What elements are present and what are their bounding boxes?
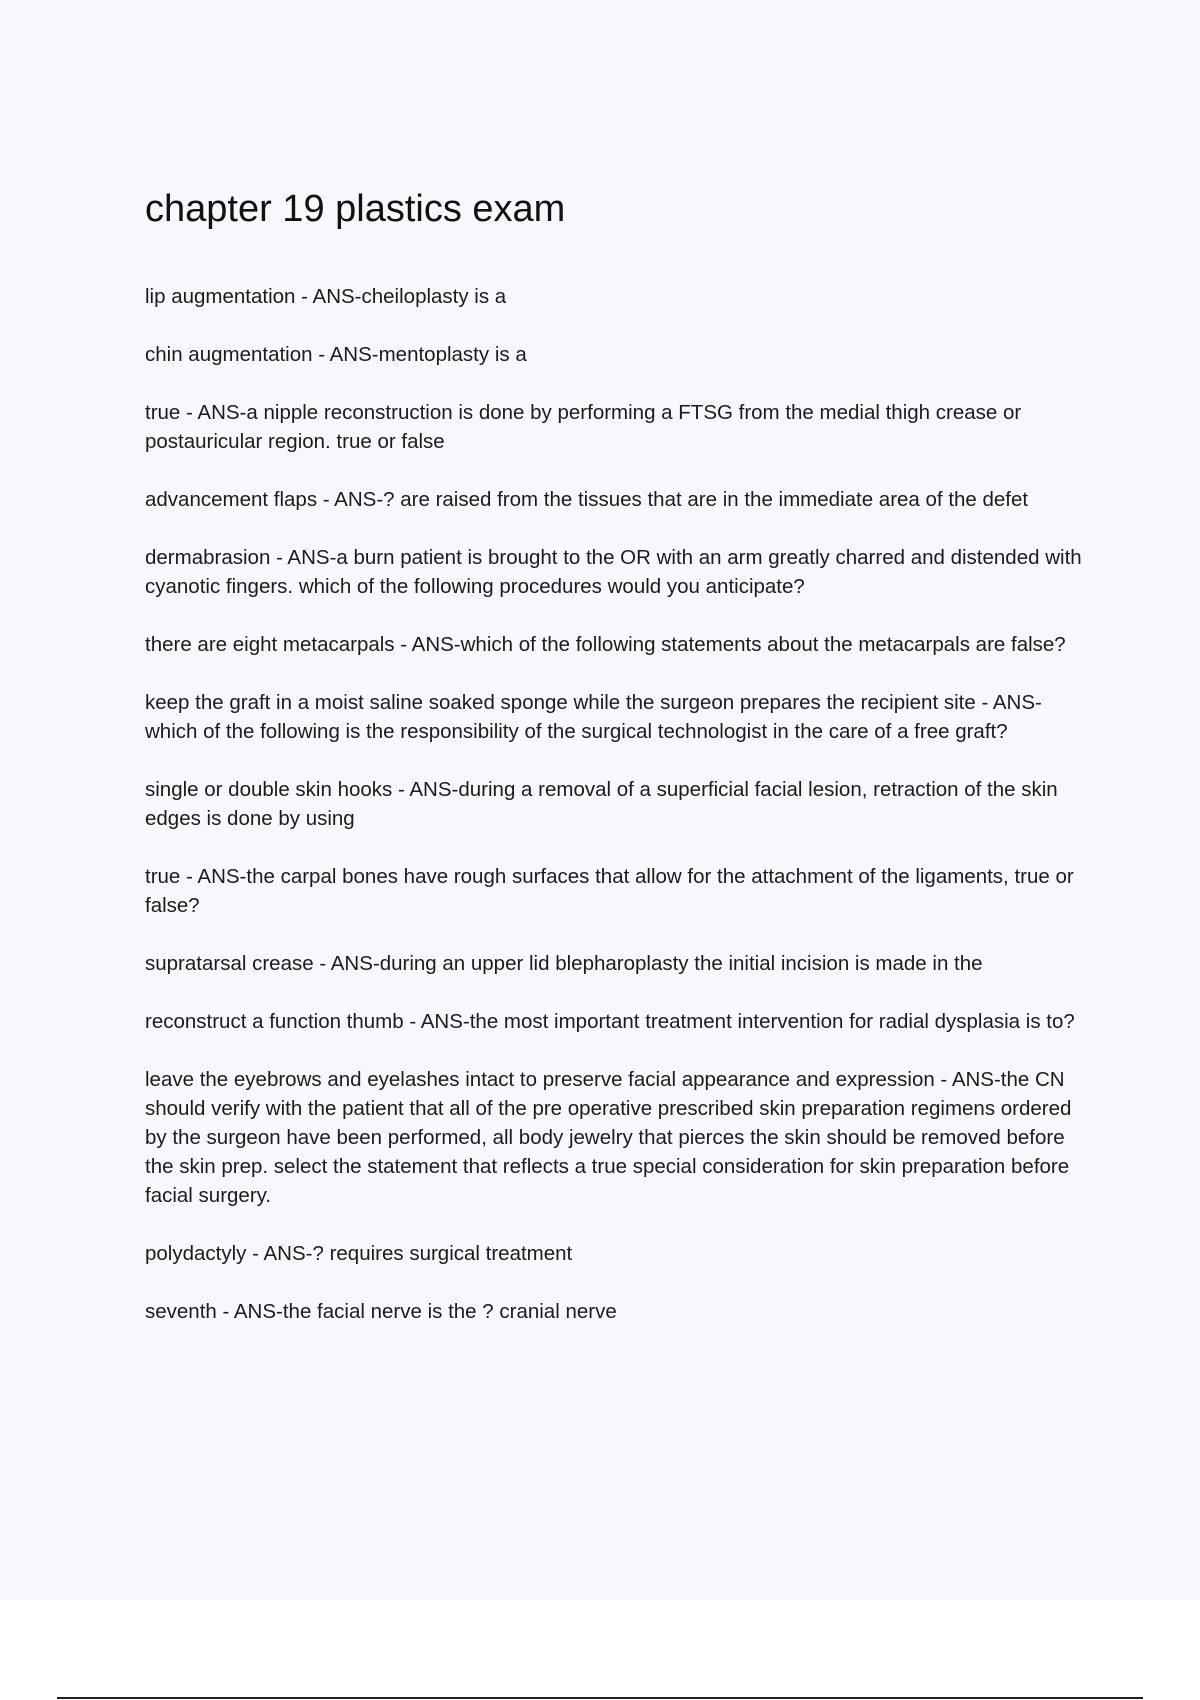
- document-content: [145, 183, 1090, 1355]
- qa-item-5: dermabrasion - ANS-a burn patient is brought to the OR with an arm greatly charred and distended with cyanotic fingers. which of the following procedures would you anticipate?: [145, 546, 1082, 598]
- qa-item-7: keep the graft in a moist saline soaked sponge while the surgeon prepares the recipient site - ANS-which of the following is the responsibility of the surgical technologist in the care of a free graft?: [145, 691, 1042, 743]
- qa-item-12: leave the eyebrows and eyelashes intact to preserve facial appearance and expression - ANS-the CN should verify with the patient that all of the pre operative prescribed skin preparation regimens ordered by the surgeon have been performed, all body jewelry that pierces the skin should be removed before the skin prep. select the statement that reflects a true special consideration for skin preparation before facial surgery.: [145, 1068, 1072, 1207]
- qa-item-10: supratarsal crease - ANS-during an upper lid blepharoplasty the initial incision is made in the: [145, 952, 983, 975]
- qa-item-2: chin augmentation - ANS-mentoplasty is a: [145, 343, 527, 366]
- page-title: chapter 19 plastics exam: [145, 188, 566, 230]
- qa-item-6: there are eight metacarpals - ANS-which of the following statements about the metacarpals are false?: [145, 633, 1066, 656]
- qa-item-13: polydactyly - ANS-? requires surgical treatment: [145, 1242, 573, 1265]
- qa-item-14: seventh - ANS-the facial nerve is the ? cranial nerve: [145, 1300, 617, 1323]
- qa-item-3: true - ANS-a nipple reconstruction is done by performing a FTSG from the medial thigh crease or postauricular region. true or false: [145, 401, 1022, 453]
- qa-item-8: single or double skin hooks - ANS-during a removal of a superficial facial lesion, retraction of the skin edges is done by using: [145, 778, 1058, 830]
- qa-list: [145, 282, 1090, 1326]
- footer-divider: [57, 1697, 1143, 1699]
- qa-item-1: lip augmentation - ANS-cheiloplasty is a: [145, 285, 507, 308]
- qa-item-9: true - ANS-the carpal bones have rough surfaces that allow for the attachment of the ligaments, true or false?: [145, 865, 1074, 917]
- qa-item-11: reconstruct a function thumb - ANS-the most important treatment intervention for radial dysplasia is to?: [145, 1010, 1075, 1033]
- qa-item-4: advancement flaps - ANS-? are raised from the tissues that are in the immediate area of the defet: [145, 488, 1029, 511]
